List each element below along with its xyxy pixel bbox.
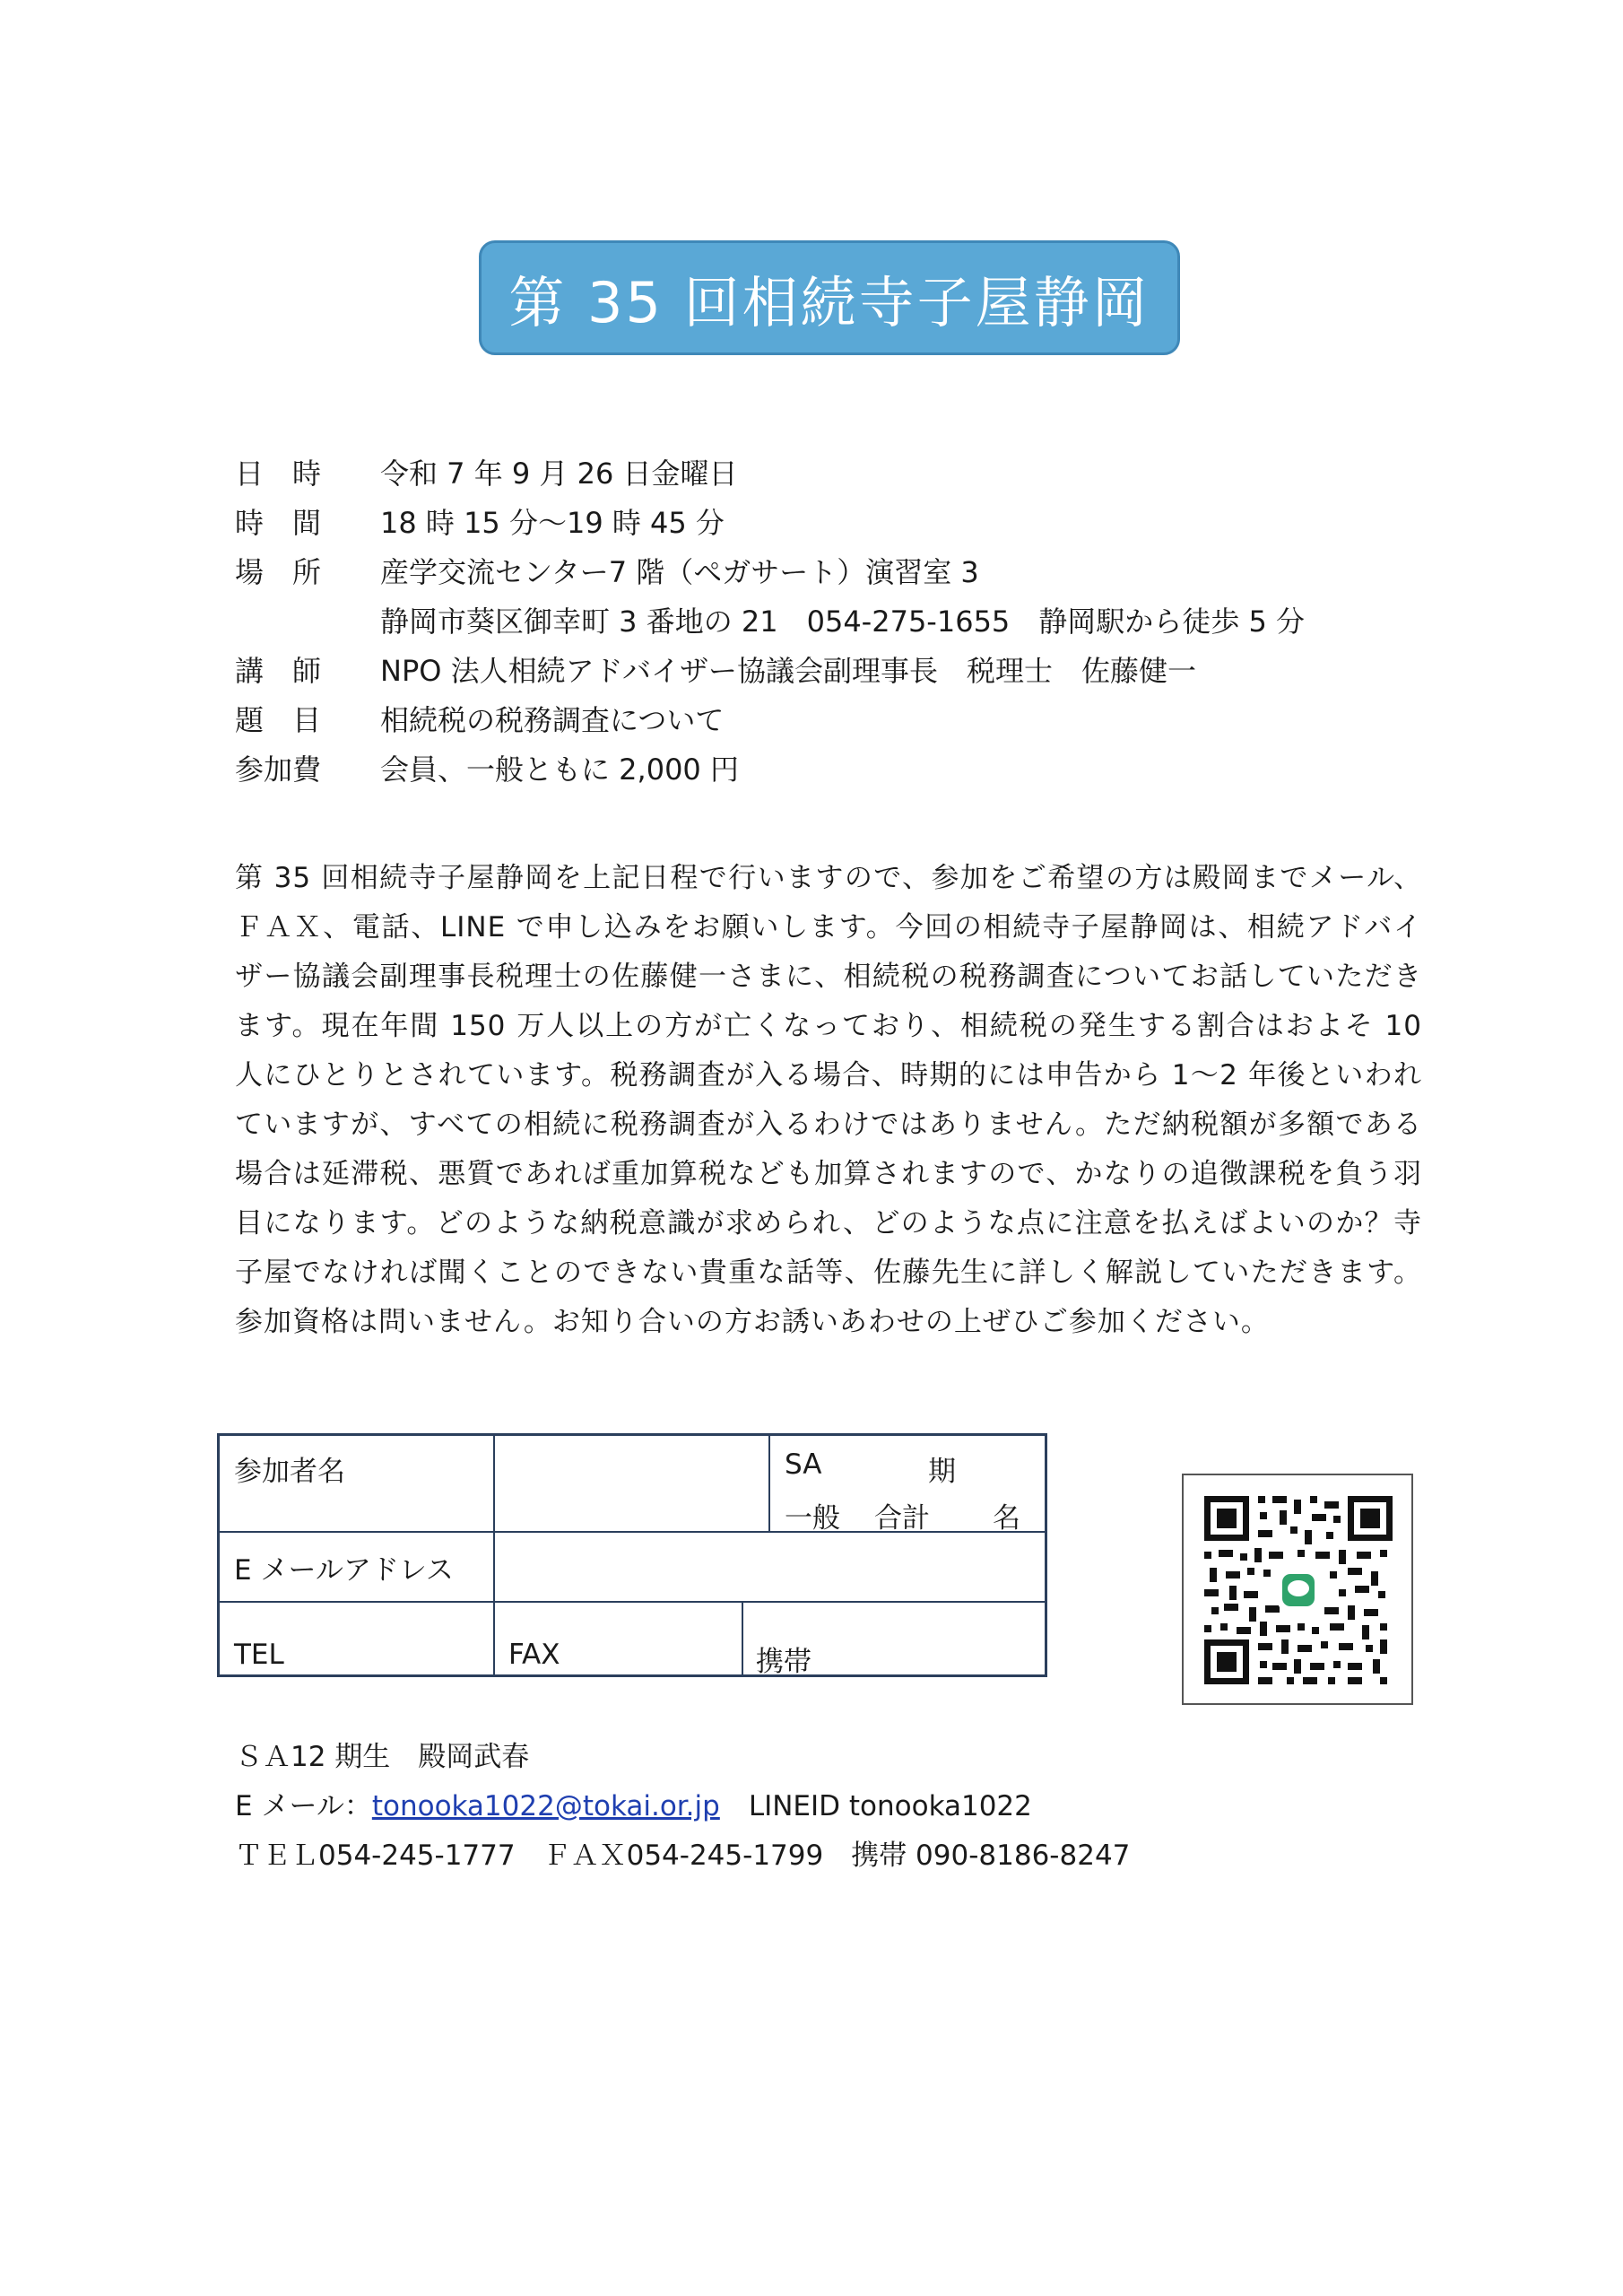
line-qr-code[interactable] xyxy=(1182,1474,1413,1705)
tel-label: TEL xyxy=(234,1639,284,1671)
mobile-label: 携帯 xyxy=(756,1646,812,1678)
description-paragraph: 第 35 回相続寺子屋静岡を上記日程で行いますので、参加をご希望の方は殿岡までメール、ＦＡＸ、電話、LINE で申し込みをお願いします。今回の相続寺子屋静岡は、相続アドバイザー協議会副理事長税理士の佐藤健一さまに、相続税の税務調査についてお話していただきます。現在年間 150 万人以上の方が亡くなっており、相続税の発生する割合はおよそ 10 人にひとりとされています。税務調査が入る場合、時期的には申告から 1～2 年後といわれていますが、すべての相続に税務調査が入るわけではありません。ただ納税額が多額である場合は延滞税、悪質であれば重加算税なども加算されますので、かなりの追徴課税を負う羽目になります。どのような納税意識が求められ、どのような点に注意を払えばよいのか？寺子屋でなければ聞くことのできない貴重な話等、佐藤先生に詳しく解説していただきます。参加資格は問いません。お知り合いの方お誘いあわせの上ぜひご参加ください。 xyxy=(235,862,1422,1338)
people-count-label: 名 xyxy=(993,1502,1020,1535)
line-id: LINEID tonooka1022 xyxy=(748,1790,1032,1822)
info-label: 日 時 xyxy=(235,457,322,491)
info-label: 参加費 xyxy=(235,752,322,787)
email-link[interactable]: tonooka1022@tokai.or.jp xyxy=(371,1790,720,1822)
fax-label: FAX xyxy=(508,1639,560,1671)
period-label: 期 xyxy=(928,1456,956,1488)
event-title: 第 35 回相続寺子屋静岡 xyxy=(508,269,1150,335)
general-label: 一般 xyxy=(785,1502,840,1535)
contact-name: ＳＡ12 期生 殿岡武春 xyxy=(235,1741,530,1773)
qr-code-icon xyxy=(1204,1496,1393,1684)
table-divider xyxy=(220,1601,1045,1603)
sa-label: SA xyxy=(785,1448,822,1481)
info-value: 産学交流センター7 階（ペガサート）演習室 3 xyxy=(380,555,979,589)
info-label: 講 師 xyxy=(235,654,322,688)
info-label: 題 目 xyxy=(235,703,322,737)
info-label: 場 所 xyxy=(235,555,322,589)
info-value: 相続税の税務調査について xyxy=(380,703,725,737)
total-label: 合計 xyxy=(874,1502,930,1535)
table-divider xyxy=(493,1601,495,1674)
info-value: NPO 法人相続アドバイザー協議会副理事長 税理士 佐藤健一 xyxy=(380,654,1196,688)
info-value: 静岡市葵区御幸町 3 番地の 21 054-275-1655 静岡駅から徒歩 5 分 xyxy=(380,604,1305,639)
contact-email-line xyxy=(235,1786,1032,1827)
participant-name-label: 参加者名 xyxy=(234,1456,345,1488)
table-divider xyxy=(742,1601,743,1674)
registration-form-table xyxy=(217,1433,1047,1677)
info-label: 時 間 xyxy=(235,506,322,540)
contact-phones: ＴＥＬ054-245-1777 ＦＡＸ054-245-1799 携帯 090-8186-8247 xyxy=(235,1839,1131,1872)
table-divider xyxy=(493,1436,495,1601)
info-value: 令和 7 年 9 月 26 日金曜日 xyxy=(380,457,738,491)
info-value: 18 時 15 分～19 時 45 分 xyxy=(380,506,725,540)
email-address-label: E メールアドレス xyxy=(234,1554,454,1587)
table-divider xyxy=(768,1436,770,1531)
title-banner xyxy=(479,240,1180,355)
info-value: 会員、一般ともに 2,000 円 xyxy=(380,752,739,787)
email-prefix: E メール： xyxy=(235,1790,372,1822)
